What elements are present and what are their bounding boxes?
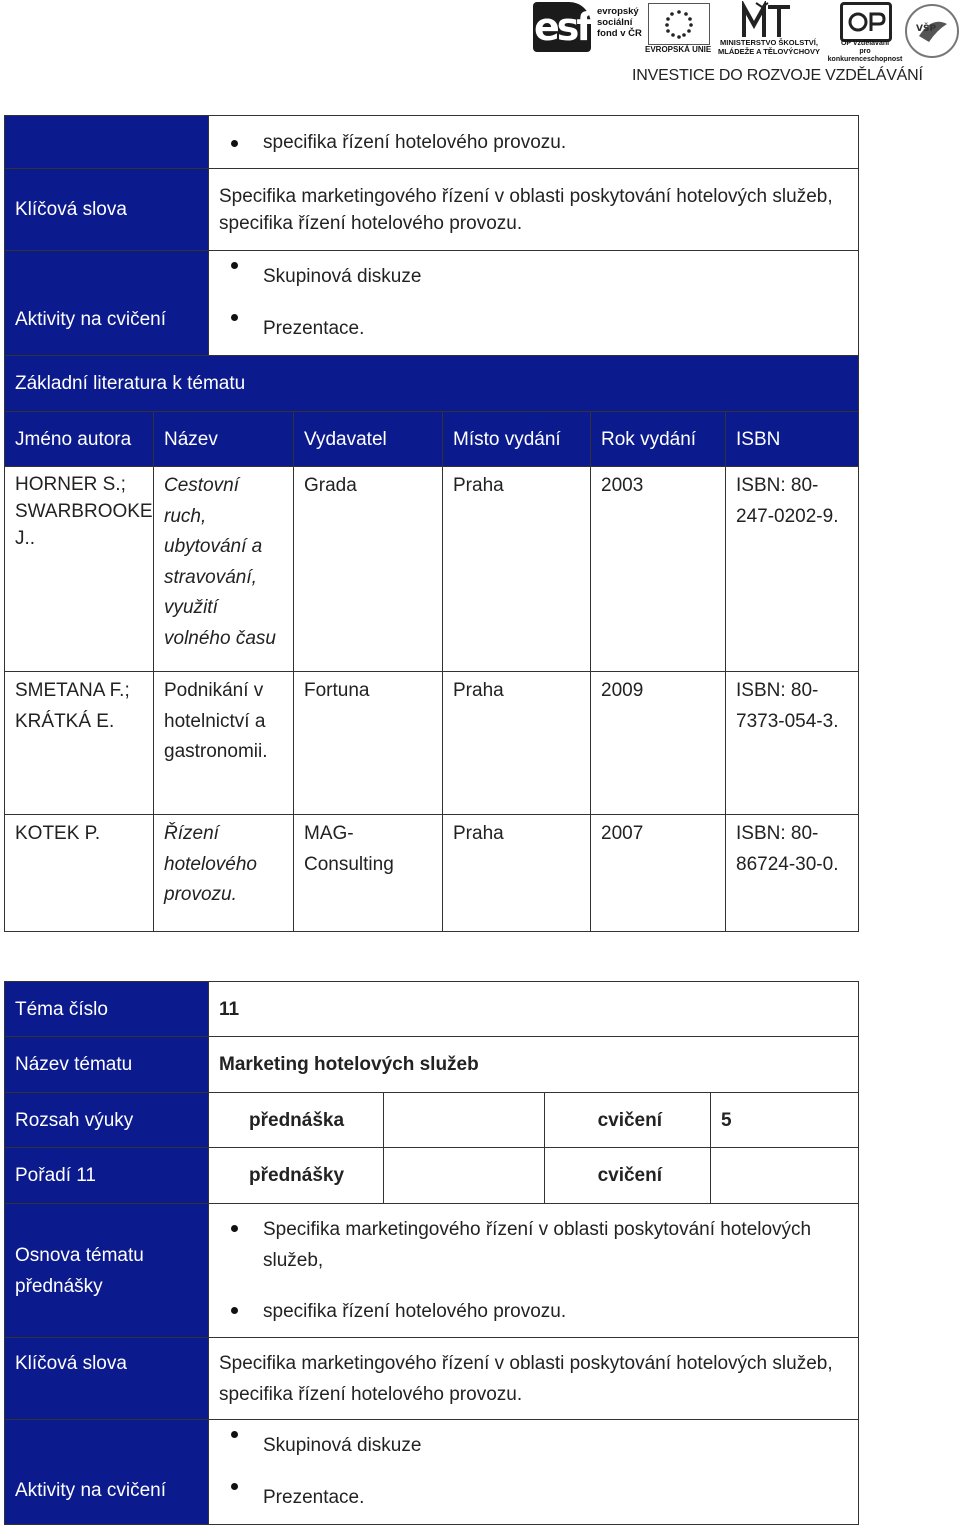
scope-label: Rozsah výuky [5,1093,209,1148]
year-cell: 2007 [591,815,726,932]
exercise-value: 5 [711,1093,859,1148]
isbn-cell: ISBN: 80-86724-30-0. [726,815,859,932]
topic-number-label: Téma číslo [5,982,209,1037]
column-header: Název [154,412,294,467]
activities-list [209,1420,859,1525]
year-cell: 2009 [591,672,726,815]
title-cell: Řízení hotelového provozu. [154,815,294,932]
place-cell: Praha [443,467,591,672]
outline-list [209,1204,859,1338]
column-header: Rok vydání [591,412,726,467]
op-label: OP Vzdělávání pro konkurenceschopnost [827,40,903,63]
keywords-text: Specifika marketingového řízení v oblasti poskytování hotelových služeb, specifika řízení hotelového provozu. [209,169,859,251]
author-cell: HORNER S.; SWARBROOKE J.. [5,467,154,672]
topic-block-1 [4,115,859,932]
topic-block-2 [4,981,859,1525]
exercises-label: cvičení [545,1148,711,1204]
list-item: Prezentace. [209,303,858,355]
topic-name-label: Název tématu [5,1037,209,1093]
outline-label: Osnova tématu přednášky [5,1204,209,1338]
isbn-cell: ISBN: 80-247-0202-9. [726,467,859,672]
lectures-label: přednášky [209,1148,384,1204]
keywords-label: Klíčová slova [5,169,209,251]
title-cell: Podnikání v hotelnictví a gastronomii. [154,672,294,815]
activities-list [209,251,859,356]
eu-label: EVROPSKÁ UNIE [645,45,712,54]
column-header: Jméno autora [5,412,154,467]
column-header: Místo vydání [443,412,591,467]
exercise-label: cvičení [545,1093,711,1148]
author-cell: SMETANA F.; KRÁTKÁ E. [5,672,154,815]
table-row [5,672,859,815]
lecture-value [384,1093,545,1148]
publisher-cell: MAG-Consulting [294,815,443,932]
list-item: Skupinová diskuze [209,1420,858,1472]
exercises-value [711,1148,859,1204]
publisher-cell: Grada [294,467,443,672]
keywords-label: Klíčová slova [5,1338,209,1420]
msmt-label: MINISTERSTVO ŠKOLSTVÍ, MLÁDEŽE A TĚLOVÝCHOVY [718,38,820,56]
isbn-cell: ISBN: 80-7373-054-3. [726,672,859,815]
continuation-label-cell [5,116,209,169]
column-header: ISBN [726,412,859,467]
esf-logo: esf [533,2,591,52]
list-item: Prezentace. [209,1472,858,1524]
outline-continuation [209,116,859,169]
activities-label: Aktivity na cvičení [5,251,209,356]
eu-flag-icon [648,3,710,45]
list-item: specifika řízení hotelového provozu. [209,1296,858,1327]
topic-name: Marketing hotelových služeb [209,1037,859,1093]
publisher-cell: Fortuna [294,672,443,815]
title-cell: Cestovní ruch, ubytování a stravování, využití volného času [154,467,294,672]
lectures-value [384,1148,545,1204]
topic-number: 11 [209,982,859,1037]
esf-logo-text: evropský sociální fond v ČR [597,6,642,39]
activities-label: Aktivity na cvičení [5,1420,209,1525]
list-item: Specifika marketingového řízení v oblasti poskytování hotelových služeb, [209,1214,858,1276]
list-item: Skupinová diskuze [209,251,858,303]
lecture-label: přednáška [209,1093,384,1148]
column-header: Vydavatel [294,412,443,467]
author-cell: KOTEK P. [5,815,154,932]
op-logo-icon [840,2,892,42]
place-cell: Praha [443,672,591,815]
list-item: specifika řízení hotelového provozu. [209,129,858,156]
table-row [5,467,859,672]
svg-text:VŠP: VŠP [916,24,937,34]
literature-heading: Základní literatura k tématu [5,356,859,412]
table-row [5,815,859,932]
year-cell: 2003 [591,467,726,672]
place-cell: Praha [443,815,591,932]
vsp-seal-icon [905,4,959,58]
order-label: Pořadí 11 [5,1148,209,1204]
keywords-text: Specifika marketingového řízení v oblasti poskytování hotelových služeb, specifika řízení hotelového provozu. [209,1338,859,1420]
page-header [0,0,960,95]
tagline: INVESTICE DO ROZVOJE VZDĚLÁVÁNÍ [632,67,923,84]
msmt-logo-icon [742,1,792,39]
